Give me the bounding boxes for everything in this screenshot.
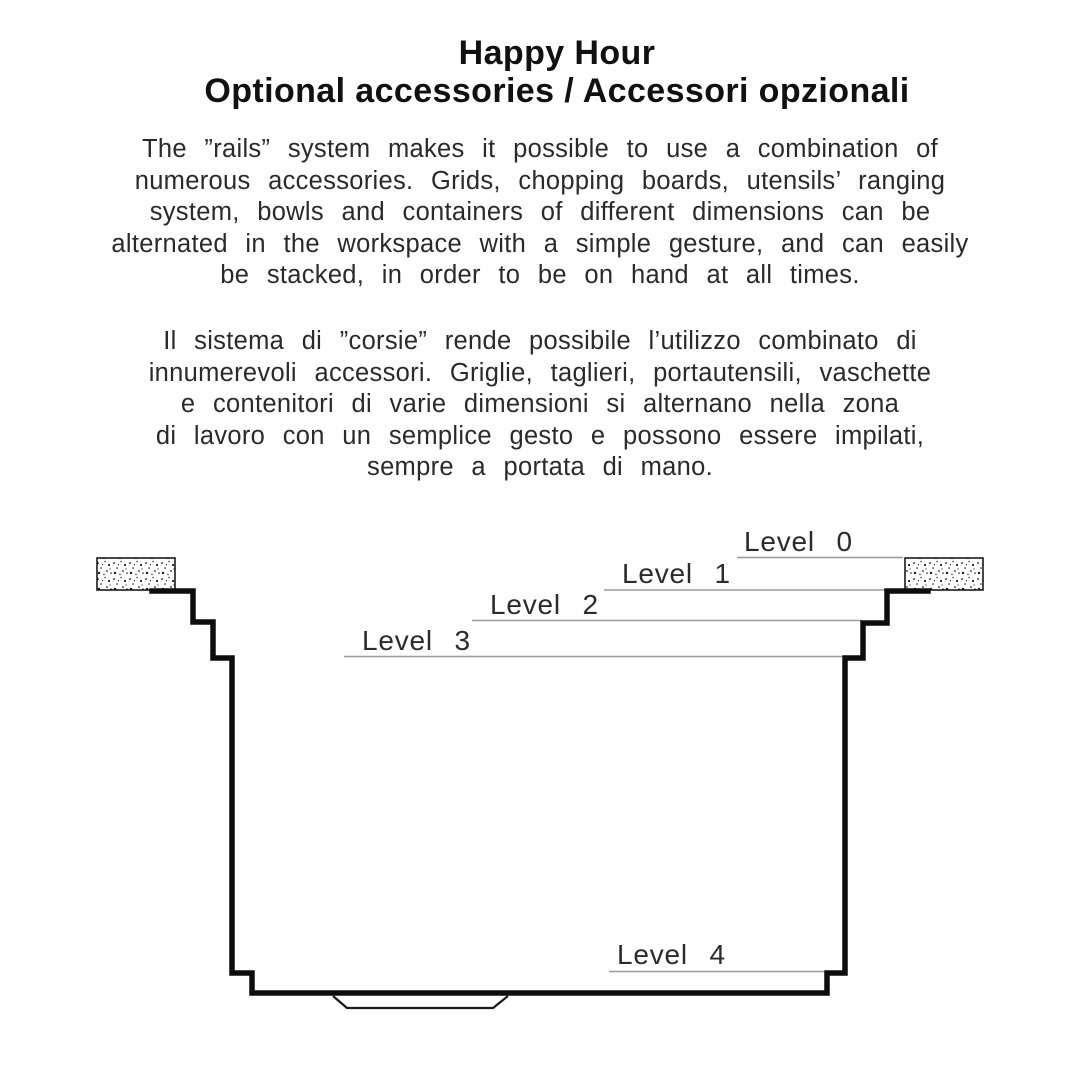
countertop-section-right (905, 558, 983, 590)
level-3-label: Level 3 (362, 625, 471, 656)
body-line: be stacked, in order to be on hand at all times. (220, 261, 860, 289)
body-line: sempre a portata di mano. (367, 453, 713, 481)
title-line-2: Optional accessories / Accessori opzionali (204, 72, 910, 110)
body-line: numerous accessories. Grids, chopping boards, utensils’ ranging (134, 166, 946, 195)
body-line: system, bowls and containers of different dimensions can be (149, 198, 931, 226)
level-4-label: Level 4 (617, 939, 726, 970)
drain-recess-line (333, 996, 508, 1008)
level-1-label: Level 1 (622, 558, 731, 589)
body-line: Il sistema di ”corsie” rende possibile l’utilizzo combinato di (163, 327, 917, 355)
level-0-label: Level 0 (744, 526, 853, 557)
level-2-label: Level 2 (490, 589, 599, 620)
body-line: The ”rails” system makes it possible to use a combination of (141, 135, 939, 163)
countertop-section-left (97, 558, 175, 590)
body-line: alternated in the workspace with a simple gesture, and can easily (111, 229, 969, 258)
title-line-1: Happy Hour (458, 34, 656, 72)
body-line: di lavoro con un semplice gesto e possono essere impilati, (155, 421, 925, 450)
body-line: e contenitori di varie dimensioni si alternano nella zona (180, 390, 900, 418)
sink-profile-outline (152, 591, 928, 993)
body-line: innumerevoli accessori. Griglie, taglieri, portautensili, vaschette (148, 358, 932, 387)
